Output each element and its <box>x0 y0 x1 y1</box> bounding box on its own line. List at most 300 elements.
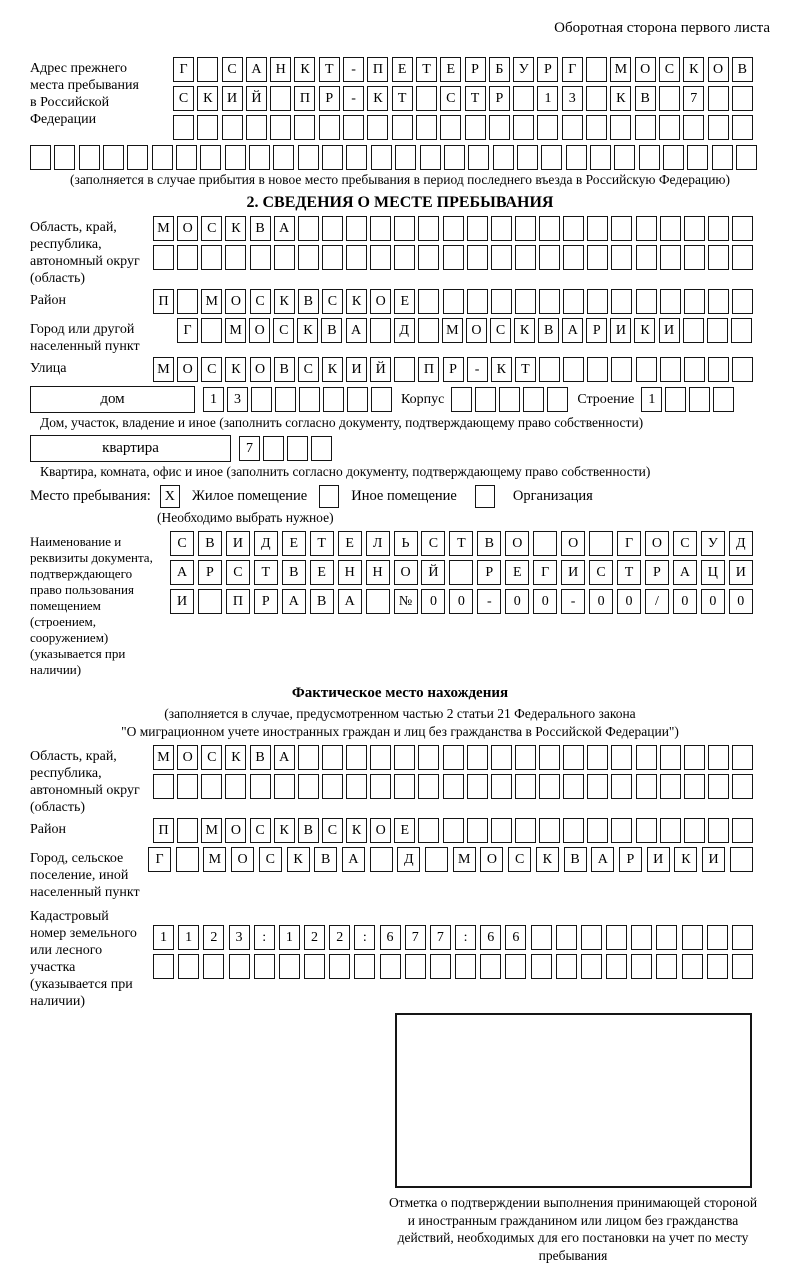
char-cell[interactable]: О <box>225 818 246 843</box>
char-cell[interactable] <box>660 216 681 241</box>
char-cell[interactable]: И <box>647 847 670 872</box>
char-cell[interactable]: С <box>589 560 613 585</box>
char-cell[interactable]: Г <box>617 531 641 556</box>
char-cell[interactable]: В <box>198 531 222 556</box>
char-cell[interactable] <box>539 745 560 770</box>
char-cell[interactable] <box>425 847 448 872</box>
char-cell[interactable] <box>683 115 704 140</box>
char-cell[interactable] <box>311 436 332 461</box>
char-cell[interactable] <box>732 357 753 382</box>
char-cell[interactable]: П <box>226 589 250 614</box>
char-cell[interactable] <box>418 216 439 241</box>
char-cell[interactable]: Ь <box>394 531 418 556</box>
char-cell[interactable]: А <box>673 560 697 585</box>
char-cell[interactable] <box>563 357 584 382</box>
char-cell[interactable]: Е <box>505 560 529 585</box>
char-cell[interactable] <box>200 145 221 170</box>
char-cell[interactable] <box>563 289 584 314</box>
char-cell[interactable]: А <box>274 745 295 770</box>
char-cell[interactable] <box>563 216 584 241</box>
char-cell[interactable] <box>611 245 632 270</box>
char-cell[interactable]: В <box>274 357 295 382</box>
char-cell[interactable]: 0 <box>701 589 725 614</box>
char-cell[interactable] <box>380 954 401 979</box>
char-cell[interactable] <box>517 145 538 170</box>
char-cell[interactable]: С <box>508 847 531 872</box>
char-cell[interactable] <box>346 745 367 770</box>
char-cell[interactable] <box>274 245 295 270</box>
char-cell[interactable] <box>177 774 198 799</box>
char-cell[interactable] <box>732 289 753 314</box>
char-cell[interactable]: Т <box>319 57 340 82</box>
char-cell[interactable] <box>556 925 577 950</box>
char-cell[interactable]: Й <box>421 560 445 585</box>
char-cell[interactable] <box>611 745 632 770</box>
char-cell[interactable] <box>176 847 199 872</box>
char-cell[interactable] <box>229 954 250 979</box>
char-cell[interactable] <box>547 387 568 412</box>
char-cell[interactable]: К <box>225 745 246 770</box>
char-cell[interactable]: М <box>153 357 174 382</box>
char-cell[interactable] <box>708 289 729 314</box>
char-cell[interactable]: 1 <box>153 925 174 950</box>
char-cell[interactable]: С <box>322 289 343 314</box>
char-cell[interactable]: Б <box>489 57 510 82</box>
char-cell[interactable]: Г <box>177 318 198 343</box>
char-cell[interactable] <box>659 115 680 140</box>
char-cell[interactable]: К <box>274 289 295 314</box>
char-cell[interactable] <box>467 745 488 770</box>
char-cell[interactable] <box>682 925 703 950</box>
char-cell[interactable] <box>515 216 536 241</box>
char-cell[interactable] <box>563 245 584 270</box>
char-cell[interactable] <box>587 745 608 770</box>
char-cell[interactable]: 6 <box>480 925 501 950</box>
char-cell[interactable] <box>201 774 222 799</box>
char-cell[interactable]: Г <box>562 57 583 82</box>
char-cell[interactable]: К <box>536 847 559 872</box>
char-cell[interactable]: К <box>634 318 655 343</box>
char-cell[interactable] <box>443 216 464 241</box>
char-cell[interactable] <box>370 216 391 241</box>
char-cell[interactable] <box>298 245 319 270</box>
char-cell[interactable]: Й <box>370 357 391 382</box>
char-cell[interactable] <box>515 245 536 270</box>
char-cell[interactable]: Е <box>394 289 415 314</box>
char-cell[interactable] <box>298 216 319 241</box>
char-cell[interactable] <box>563 745 584 770</box>
char-cell[interactable]: И <box>729 560 753 585</box>
char-cell[interactable] <box>713 387 734 412</box>
char-cell[interactable] <box>201 318 222 343</box>
char-cell[interactable] <box>79 145 100 170</box>
char-cell[interactable] <box>684 745 705 770</box>
char-cell[interactable]: 0 <box>505 589 529 614</box>
char-cell[interactable] <box>541 145 562 170</box>
char-cell[interactable]: - <box>343 86 364 111</box>
char-cell[interactable]: 0 <box>673 589 697 614</box>
char-cell[interactable]: М <box>610 57 631 82</box>
char-cell[interactable]: М <box>203 847 226 872</box>
char-cell[interactable] <box>587 818 608 843</box>
char-cell[interactable]: Т <box>310 531 334 556</box>
char-cell[interactable] <box>515 745 536 770</box>
char-cell[interactable] <box>732 745 753 770</box>
char-cell[interactable] <box>491 818 512 843</box>
char-cell[interactable] <box>712 145 733 170</box>
char-cell[interactable]: 3 <box>562 86 583 111</box>
char-cell[interactable] <box>606 925 627 950</box>
char-cell[interactable] <box>499 387 520 412</box>
char-cell[interactable] <box>732 115 753 140</box>
char-cell[interactable]: С <box>173 86 194 111</box>
char-cell[interactable]: Е <box>338 531 362 556</box>
char-cell[interactable] <box>707 954 728 979</box>
char-cell[interactable] <box>611 818 632 843</box>
char-cell[interactable]: У <box>701 531 725 556</box>
char-cell[interactable] <box>491 774 512 799</box>
char-cell[interactable]: 1 <box>178 925 199 950</box>
char-cell[interactable] <box>515 818 536 843</box>
char-cell[interactable]: И <box>222 86 243 111</box>
char-cell[interactable] <box>687 145 708 170</box>
char-cell[interactable]: Т <box>515 357 536 382</box>
char-cell[interactable]: 2 <box>304 925 325 950</box>
char-cell[interactable]: С <box>659 57 680 82</box>
char-cell[interactable]: - <box>467 357 488 382</box>
char-cell[interactable] <box>513 86 534 111</box>
char-cell[interactable]: Т <box>617 560 641 585</box>
char-cell[interactable] <box>440 115 461 140</box>
char-cell[interactable]: М <box>225 318 246 343</box>
char-cell[interactable] <box>659 86 680 111</box>
char-cell[interactable] <box>708 245 729 270</box>
char-cell[interactable] <box>299 387 320 412</box>
char-cell[interactable] <box>636 745 657 770</box>
char-cell[interactable] <box>586 115 607 140</box>
char-cell[interactable]: В <box>635 86 656 111</box>
char-cell[interactable] <box>127 145 148 170</box>
char-cell[interactable] <box>656 954 677 979</box>
char-cell[interactable] <box>263 436 284 461</box>
char-cell[interactable] <box>566 145 587 170</box>
checkbox-other-premises[interactable] <box>319 485 339 508</box>
char-cell[interactable]: К <box>197 86 218 111</box>
char-cell[interactable]: А <box>282 589 306 614</box>
char-cell[interactable] <box>708 774 729 799</box>
char-cell[interactable]: 7 <box>683 86 704 111</box>
char-cell[interactable]: О <box>635 57 656 82</box>
char-cell[interactable] <box>371 145 392 170</box>
char-cell[interactable] <box>418 818 439 843</box>
char-cell[interactable]: К <box>225 216 246 241</box>
char-cell[interactable] <box>468 145 489 170</box>
char-cell[interactable]: Е <box>440 57 461 82</box>
char-cell[interactable]: 2 <box>203 925 224 950</box>
char-cell[interactable]: К <box>274 818 295 843</box>
char-cell[interactable] <box>197 57 218 82</box>
char-cell[interactable]: Р <box>586 318 607 343</box>
char-cell[interactable]: О <box>370 289 391 314</box>
char-cell[interactable] <box>586 57 607 82</box>
char-cell[interactable] <box>354 954 375 979</box>
char-cell[interactable]: 7 <box>430 925 451 950</box>
char-cell[interactable]: С <box>170 531 194 556</box>
char-cell[interactable] <box>656 925 677 950</box>
char-cell[interactable] <box>370 847 393 872</box>
char-cell[interactable]: Р <box>443 357 464 382</box>
char-cell[interactable] <box>323 387 344 412</box>
char-cell[interactable]: К <box>683 57 704 82</box>
char-cell[interactable]: Д <box>254 531 278 556</box>
char-cell[interactable] <box>539 774 560 799</box>
char-cell[interactable]: : <box>354 925 375 950</box>
char-cell[interactable]: - <box>561 589 585 614</box>
char-cell[interactable] <box>480 954 501 979</box>
char-cell[interactable]: В <box>250 745 271 770</box>
char-cell[interactable] <box>611 216 632 241</box>
char-cell[interactable]: 0 <box>589 589 613 614</box>
char-cell[interactable]: О <box>249 318 270 343</box>
char-cell[interactable]: Н <box>270 57 291 82</box>
char-cell[interactable] <box>636 289 657 314</box>
char-cell[interactable] <box>249 145 270 170</box>
char-cell[interactable]: К <box>610 86 631 111</box>
char-cell[interactable]: О <box>177 216 198 241</box>
char-cell[interactable] <box>103 145 124 170</box>
char-cell[interactable]: Г <box>533 560 557 585</box>
char-cell[interactable]: 1 <box>203 387 224 412</box>
char-cell[interactable] <box>395 145 416 170</box>
char-cell[interactable] <box>251 387 272 412</box>
char-cell[interactable] <box>539 289 560 314</box>
char-cell[interactable] <box>254 954 275 979</box>
char-cell[interactable]: 1 <box>279 925 300 950</box>
char-cell[interactable] <box>587 357 608 382</box>
char-cell[interactable] <box>611 289 632 314</box>
char-cell[interactable] <box>537 115 558 140</box>
char-cell[interactable]: О <box>394 560 418 585</box>
char-cell[interactable] <box>394 357 415 382</box>
char-cell[interactable]: К <box>346 289 367 314</box>
char-cell[interactable]: Ц <box>701 560 725 585</box>
char-cell[interactable]: М <box>153 216 174 241</box>
char-cell[interactable] <box>684 357 705 382</box>
char-cell[interactable] <box>322 216 343 241</box>
char-cell[interactable]: : <box>254 925 275 950</box>
char-cell[interactable] <box>225 145 246 170</box>
char-cell[interactable] <box>587 289 608 314</box>
char-cell[interactable] <box>298 745 319 770</box>
char-cell[interactable] <box>731 318 752 343</box>
char-cell[interactable] <box>366 589 390 614</box>
char-cell[interactable]: В <box>538 318 559 343</box>
char-cell[interactable] <box>370 745 391 770</box>
char-cell[interactable] <box>416 115 437 140</box>
char-cell[interactable] <box>467 289 488 314</box>
char-cell[interactable]: С <box>222 57 243 82</box>
char-cell[interactable] <box>343 115 364 140</box>
char-cell[interactable]: Н <box>366 560 390 585</box>
char-cell[interactable] <box>394 745 415 770</box>
char-cell[interactable] <box>203 954 224 979</box>
char-cell[interactable]: К <box>491 357 512 382</box>
char-cell[interactable]: Д <box>397 847 420 872</box>
char-cell[interactable]: С <box>322 818 343 843</box>
char-cell[interactable] <box>246 115 267 140</box>
checkbox-organization[interactable] <box>475 485 495 508</box>
char-cell[interactable]: С <box>298 357 319 382</box>
char-cell[interactable] <box>539 357 560 382</box>
char-cell[interactable]: И <box>170 589 194 614</box>
char-cell[interactable] <box>523 387 544 412</box>
char-cell[interactable] <box>730 847 753 872</box>
char-cell[interactable] <box>465 115 486 140</box>
char-cell[interactable]: К <box>367 86 388 111</box>
char-cell[interactable]: А <box>346 318 367 343</box>
char-cell[interactable] <box>611 774 632 799</box>
char-cell[interactable]: Е <box>310 560 334 585</box>
char-cell[interactable]: / <box>645 589 669 614</box>
char-cell[interactable] <box>153 774 174 799</box>
char-cell[interactable] <box>298 145 319 170</box>
char-cell[interactable] <box>225 245 246 270</box>
char-cell[interactable] <box>708 357 729 382</box>
char-cell[interactable]: О <box>466 318 487 343</box>
char-cell[interactable] <box>732 774 753 799</box>
char-cell[interactable]: П <box>418 357 439 382</box>
char-cell[interactable] <box>732 925 753 950</box>
char-cell[interactable] <box>274 774 295 799</box>
char-cell[interactable] <box>539 818 560 843</box>
char-cell[interactable] <box>707 925 728 950</box>
char-cell[interactable] <box>304 954 325 979</box>
char-cell[interactable] <box>636 357 657 382</box>
char-cell[interactable] <box>418 774 439 799</box>
char-cell[interactable]: 0 <box>449 589 473 614</box>
char-cell[interactable] <box>394 245 415 270</box>
char-cell[interactable]: С <box>201 216 222 241</box>
char-cell[interactable]: - <box>343 57 364 82</box>
char-cell[interactable]: Е <box>282 531 306 556</box>
char-cell[interactable]: 3 <box>227 387 248 412</box>
char-cell[interactable] <box>684 289 705 314</box>
char-cell[interactable] <box>590 145 611 170</box>
char-cell[interactable] <box>298 774 319 799</box>
char-cell[interactable]: Г <box>148 847 171 872</box>
char-cell[interactable] <box>346 216 367 241</box>
char-cell[interactable]: С <box>421 531 445 556</box>
char-cell[interactable] <box>467 216 488 241</box>
char-cell[interactable]: И <box>346 357 367 382</box>
char-cell[interactable] <box>515 289 536 314</box>
char-cell[interactable] <box>346 245 367 270</box>
char-cell[interactable]: О <box>645 531 669 556</box>
char-cell[interactable] <box>610 115 631 140</box>
char-cell[interactable] <box>370 774 391 799</box>
char-cell[interactable] <box>250 245 271 270</box>
char-cell[interactable]: Й <box>246 86 267 111</box>
char-cell[interactable] <box>416 86 437 111</box>
char-cell[interactable] <box>177 245 198 270</box>
char-cell[interactable] <box>443 774 464 799</box>
char-cell[interactable] <box>708 745 729 770</box>
char-cell[interactable]: И <box>226 531 250 556</box>
char-cell[interactable] <box>589 531 613 556</box>
char-cell[interactable] <box>491 289 512 314</box>
char-cell[interactable] <box>684 818 705 843</box>
char-cell[interactable]: 0 <box>533 589 557 614</box>
char-cell[interactable] <box>636 774 657 799</box>
char-cell[interactable] <box>467 818 488 843</box>
char-cell[interactable]: 0 <box>617 589 641 614</box>
char-cell[interactable]: А <box>338 589 362 614</box>
char-cell[interactable]: М <box>453 847 476 872</box>
char-cell[interactable] <box>451 387 472 412</box>
char-cell[interactable] <box>665 387 686 412</box>
char-cell[interactable]: В <box>732 57 753 82</box>
char-cell[interactable]: П <box>153 289 174 314</box>
char-cell[interactable]: 2 <box>329 925 350 950</box>
char-cell[interactable]: П <box>367 57 388 82</box>
char-cell[interactable]: 6 <box>505 925 526 950</box>
char-cell[interactable]: Т <box>449 531 473 556</box>
char-cell[interactable]: И <box>659 318 680 343</box>
char-cell[interactable] <box>581 954 602 979</box>
char-cell[interactable]: А <box>246 57 267 82</box>
char-cell[interactable] <box>405 954 426 979</box>
char-cell[interactable] <box>631 925 652 950</box>
char-cell[interactable] <box>367 115 388 140</box>
char-cell[interactable] <box>611 357 632 382</box>
char-cell[interactable] <box>467 774 488 799</box>
char-cell[interactable] <box>660 745 681 770</box>
char-cell[interactable] <box>322 245 343 270</box>
char-cell[interactable] <box>275 387 296 412</box>
char-cell[interactable]: В <box>298 289 319 314</box>
char-cell[interactable]: В <box>314 847 337 872</box>
char-cell[interactable] <box>418 289 439 314</box>
char-cell[interactable]: Р <box>465 57 486 82</box>
char-cell[interactable]: О <box>250 357 271 382</box>
char-cell[interactable]: В <box>564 847 587 872</box>
char-cell[interactable] <box>587 774 608 799</box>
char-cell[interactable]: Р <box>319 86 340 111</box>
char-cell[interactable] <box>322 774 343 799</box>
char-cell[interactable] <box>533 531 557 556</box>
char-cell[interactable] <box>707 318 728 343</box>
char-cell[interactable]: К <box>514 318 535 343</box>
char-cell[interactable] <box>30 145 51 170</box>
char-cell[interactable] <box>660 357 681 382</box>
char-cell[interactable] <box>660 245 681 270</box>
char-cell[interactable] <box>682 954 703 979</box>
char-cell[interactable]: 7 <box>405 925 426 950</box>
char-cell[interactable] <box>489 115 510 140</box>
char-cell[interactable] <box>614 145 635 170</box>
char-cell[interactable] <box>394 216 415 241</box>
char-cell[interactable] <box>556 954 577 979</box>
char-cell[interactable] <box>346 774 367 799</box>
char-cell[interactable] <box>663 145 684 170</box>
char-cell[interactable]: О <box>225 289 246 314</box>
char-cell[interactable] <box>455 954 476 979</box>
char-cell[interactable] <box>586 86 607 111</box>
char-cell[interactable] <box>177 289 198 314</box>
char-cell[interactable] <box>176 145 197 170</box>
char-cell[interactable] <box>689 387 710 412</box>
char-cell[interactable] <box>539 216 560 241</box>
